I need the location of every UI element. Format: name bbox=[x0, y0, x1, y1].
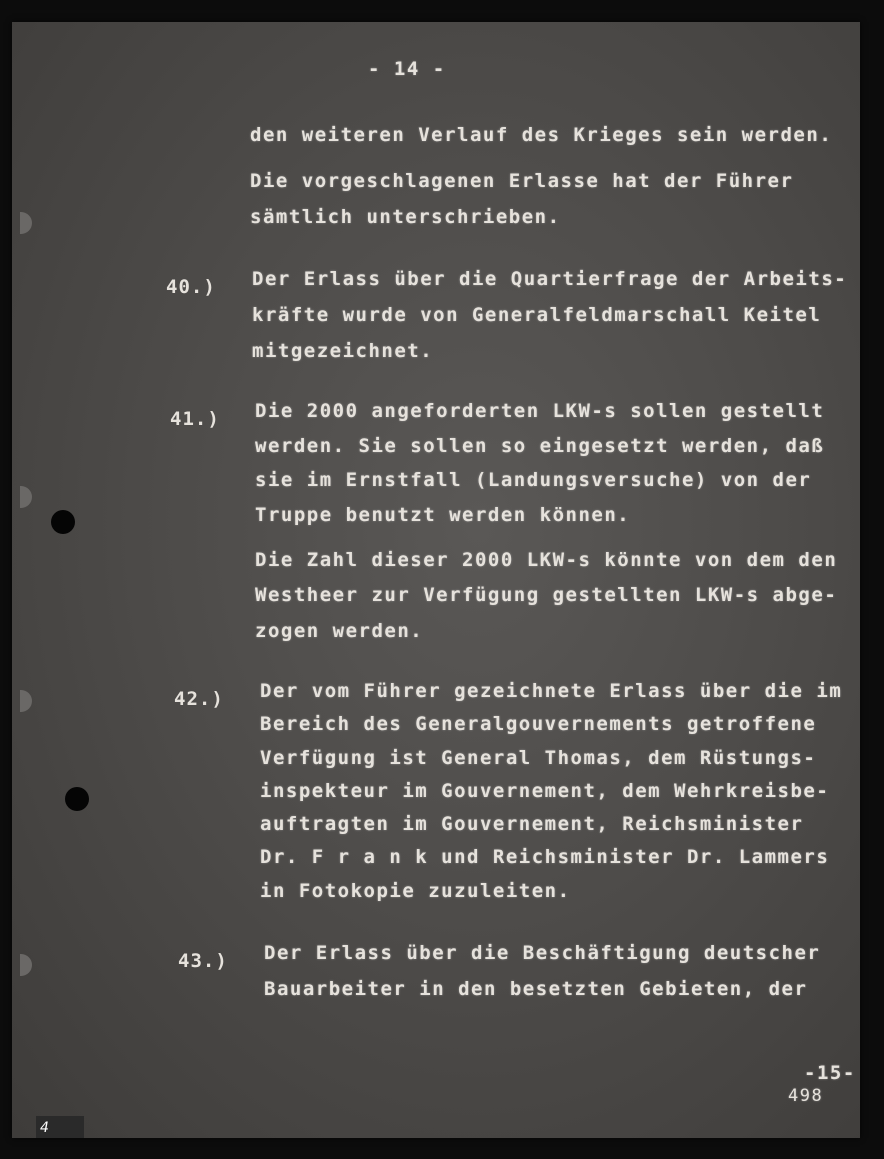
item-line: Die 2000 angeforderten LKW-s sollen gestellt bbox=[255, 400, 825, 422]
punch-hole bbox=[51, 510, 75, 534]
item-line: Der vom Führer gezeichnete Erlass über die im bbox=[260, 680, 843, 702]
item-line: Der Erlass über die Quartierfrage der Arbeits- bbox=[252, 268, 848, 290]
item-line: Westheer zur Verfügung gestellten LKW-s abge- bbox=[255, 584, 838, 606]
item-line: mitgezeichnet. bbox=[252, 340, 434, 362]
intro-line: Die vorgeschlagenen Erlasse hat der Führer bbox=[250, 170, 794, 192]
item-line: Bauarbeiter in den besetzten Gebieten, der bbox=[264, 978, 808, 1000]
punch-hole bbox=[65, 787, 89, 811]
next-page-marker: -15- bbox=[804, 1062, 856, 1084]
item-line: inspekteur im Gouvernement, dem Wehrkreisbe- bbox=[260, 780, 830, 802]
item-line: auftragten im Gouvernement, Reichsminister bbox=[260, 813, 804, 835]
corner-mark: 4 bbox=[40, 1120, 49, 1136]
page-number: - 14 - bbox=[368, 58, 446, 80]
item-line: sie im Ernstfall (Landungsversuche) von der bbox=[255, 469, 812, 491]
item-number: 41.) bbox=[170, 408, 220, 430]
item-line: Truppe benutzt werden können. bbox=[255, 504, 631, 526]
item-line: werden. Sie sollen so eingesetzt werden, daß bbox=[255, 435, 825, 457]
item-line: Dr. F r a n k und Reichsminister Dr. Lammers bbox=[260, 846, 830, 868]
item-line: Bereich des Generalgouvernements getroffene bbox=[260, 713, 817, 735]
archive-stamp: 498 bbox=[788, 1086, 824, 1106]
item-line: zogen werden. bbox=[255, 620, 424, 642]
intro-line: den weiteren Verlauf des Krieges sein werden. bbox=[250, 124, 833, 146]
item-line: kräfte wurde von Generalfeldmarschall Keitel bbox=[252, 304, 822, 326]
item-number: 40.) bbox=[166, 276, 216, 298]
item-line: Die Zahl dieser 2000 LKW-s könnte von dem den bbox=[255, 549, 838, 571]
item-number: 42.) bbox=[174, 688, 224, 710]
item-line: in Fotokopie zuzuleiten. bbox=[260, 880, 571, 902]
item-line: Der Erlass über die Beschäftigung deutscher bbox=[264, 942, 821, 964]
intro-line: sämtlich unterschrieben. bbox=[250, 206, 561, 228]
item-line: Verfügung ist General Thomas, dem Rüstungs- bbox=[260, 747, 817, 769]
item-number: 43.) bbox=[178, 950, 228, 972]
